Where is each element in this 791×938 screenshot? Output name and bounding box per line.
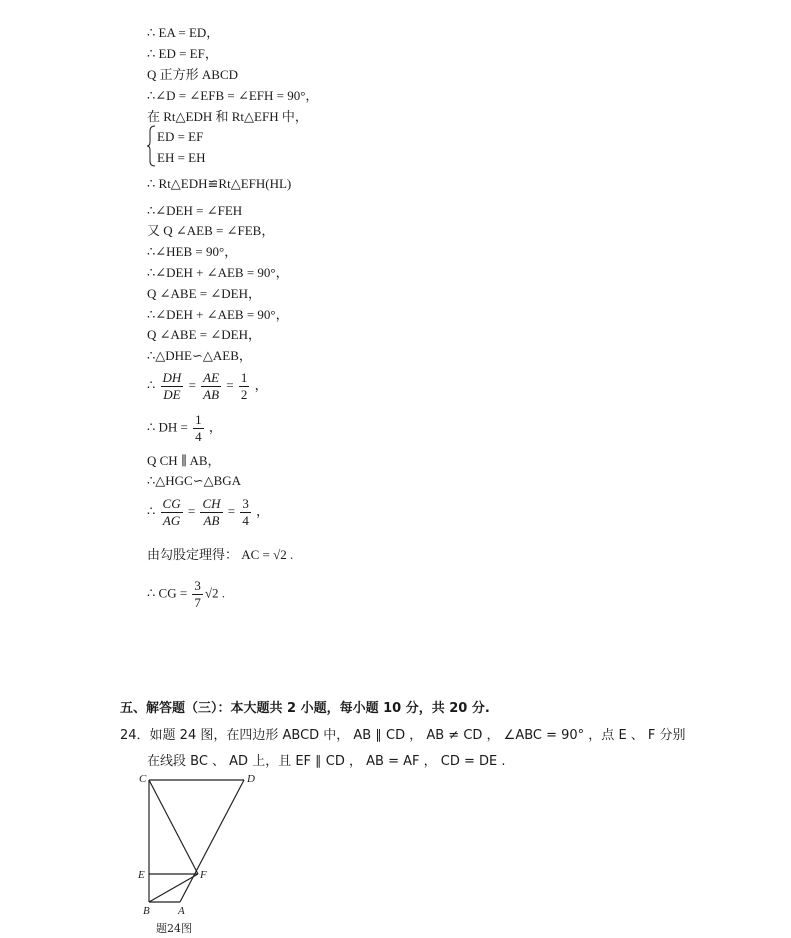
suffix: ， bbox=[208, 419, 222, 435]
fraction-line bbox=[147, 578, 225, 611]
numerator: CH bbox=[202, 496, 221, 511]
numerator: CG bbox=[162, 496, 181, 511]
fraction-line: ∴ $\frac{CG}{AG}$ = $\frac{CH}{AB}$ = $\frac{3}{4}$ ， bbox=[147, 496, 270, 528]
fraction bbox=[239, 370, 250, 403]
denominator: 4 bbox=[242, 513, 249, 528]
suffix: ， bbox=[256, 503, 270, 519]
denominator: DE bbox=[163, 387, 181, 402]
segment-cf bbox=[149, 780, 198, 874]
fraction bbox=[193, 412, 204, 445]
fraction bbox=[240, 496, 251, 529]
proof-line: 由勾股定理得： AC = √2 . bbox=[147, 547, 294, 562]
proof-line: ∴ EA = ED， bbox=[147, 25, 220, 40]
proof-line: Q ∠ABE = ∠DEH， bbox=[147, 327, 261, 342]
denominator: 4 bbox=[195, 429, 202, 444]
system-equation: ED = EF bbox=[157, 129, 204, 144]
figure-caption: 题24图 bbox=[156, 922, 192, 935]
proof-line: ∴∠DEH + ∠AEB = 90°， bbox=[147, 265, 289, 280]
numerator: 3 bbox=[194, 578, 201, 593]
left-brace-icon bbox=[147, 125, 157, 167]
prefix: ∴ DH = bbox=[147, 419, 188, 435]
section-heading: 五、解答题（三）：本大题共 2 小题，每小题 10 分，共 20 分. bbox=[120, 701, 490, 716]
proof-line: ∴△HGC∽△BGA bbox=[147, 473, 242, 488]
denominator: 2 bbox=[240, 387, 248, 402]
label-f: F bbox=[200, 869, 207, 881]
numerator: 1 bbox=[195, 412, 202, 427]
numerator: 3 bbox=[242, 496, 249, 511]
geometry-figure bbox=[130, 768, 270, 938]
label-e: E bbox=[138, 869, 145, 881]
suffix: √2 . bbox=[204, 585, 226, 601]
fraction-line: ∴ $\frac{DH}{DE}$ = $\frac{AE}{AB}$ = $\frac{1}{2}$ ， bbox=[147, 370, 268, 402]
fraction-line bbox=[147, 412, 222, 445]
label-d: D bbox=[247, 773, 255, 785]
prefix: ∴ bbox=[147, 377, 156, 393]
numerator: 1 bbox=[240, 370, 248, 385]
prefix: ∴ CG = bbox=[147, 585, 188, 601]
proof-line: ∴ ED = EF， bbox=[147, 46, 218, 61]
denominator: AB bbox=[203, 387, 220, 402]
fraction bbox=[161, 370, 184, 403]
numerator: AE bbox=[203, 370, 220, 385]
label-b: B bbox=[143, 905, 150, 917]
fraction bbox=[192, 578, 203, 611]
fraction bbox=[161, 496, 183, 529]
label-c: C bbox=[139, 773, 147, 785]
prefix: ∴ bbox=[147, 503, 156, 519]
label-a: A bbox=[178, 905, 185, 917]
proof-line: Q 正方形 ABCD bbox=[147, 67, 239, 82]
proof-line: Q ∠ABE = ∠DEH， bbox=[147, 286, 261, 301]
fraction bbox=[201, 370, 221, 403]
proof-line: ∴∠DEH + ∠AEB = 90°， bbox=[147, 307, 289, 322]
proof-line: 又 Q ∠AEB = ∠FEB， bbox=[147, 223, 275, 238]
question-24-line-1: 24．如题 24 图，在四边形 ABCD 中， AB ∥ CD ， AB ≠ CD ， ∠ABC = 90° ，点 E 、 F 分别 bbox=[120, 728, 686, 743]
proof-line: ∴∠DEH = ∠FEH bbox=[147, 203, 243, 218]
suffix: ， bbox=[254, 377, 268, 393]
question-24-line-2: 在线段 BC 、 AD 上，且 EF ∥ CD ， AB = AF ， CD = DE . bbox=[147, 754, 506, 769]
proof-line: ∴∠HEB = 90°， bbox=[147, 244, 238, 259]
segment-ad bbox=[180, 780, 244, 902]
proof-line: ∴ Rt△EDH≌Rt△EFH(HL) bbox=[147, 176, 292, 191]
proof-line: Q CH ∥ AB， bbox=[147, 453, 221, 468]
proof-line: ∴∠D = ∠EFB = ∠EFH = 90°， bbox=[147, 88, 319, 103]
segment-bf bbox=[149, 874, 198, 902]
system-equation: EH = EH bbox=[157, 150, 206, 165]
denominator: AB bbox=[203, 513, 220, 528]
denominator: AG bbox=[162, 513, 181, 528]
proof-line: 在 Rt△EDH 和 Rt△EFH 中， bbox=[147, 109, 308, 124]
proof-line: ∴△DHE∽△AEB， bbox=[147, 348, 252, 363]
numerator: DH bbox=[162, 370, 182, 385]
fraction bbox=[200, 496, 222, 529]
denominator: 7 bbox=[194, 595, 201, 610]
